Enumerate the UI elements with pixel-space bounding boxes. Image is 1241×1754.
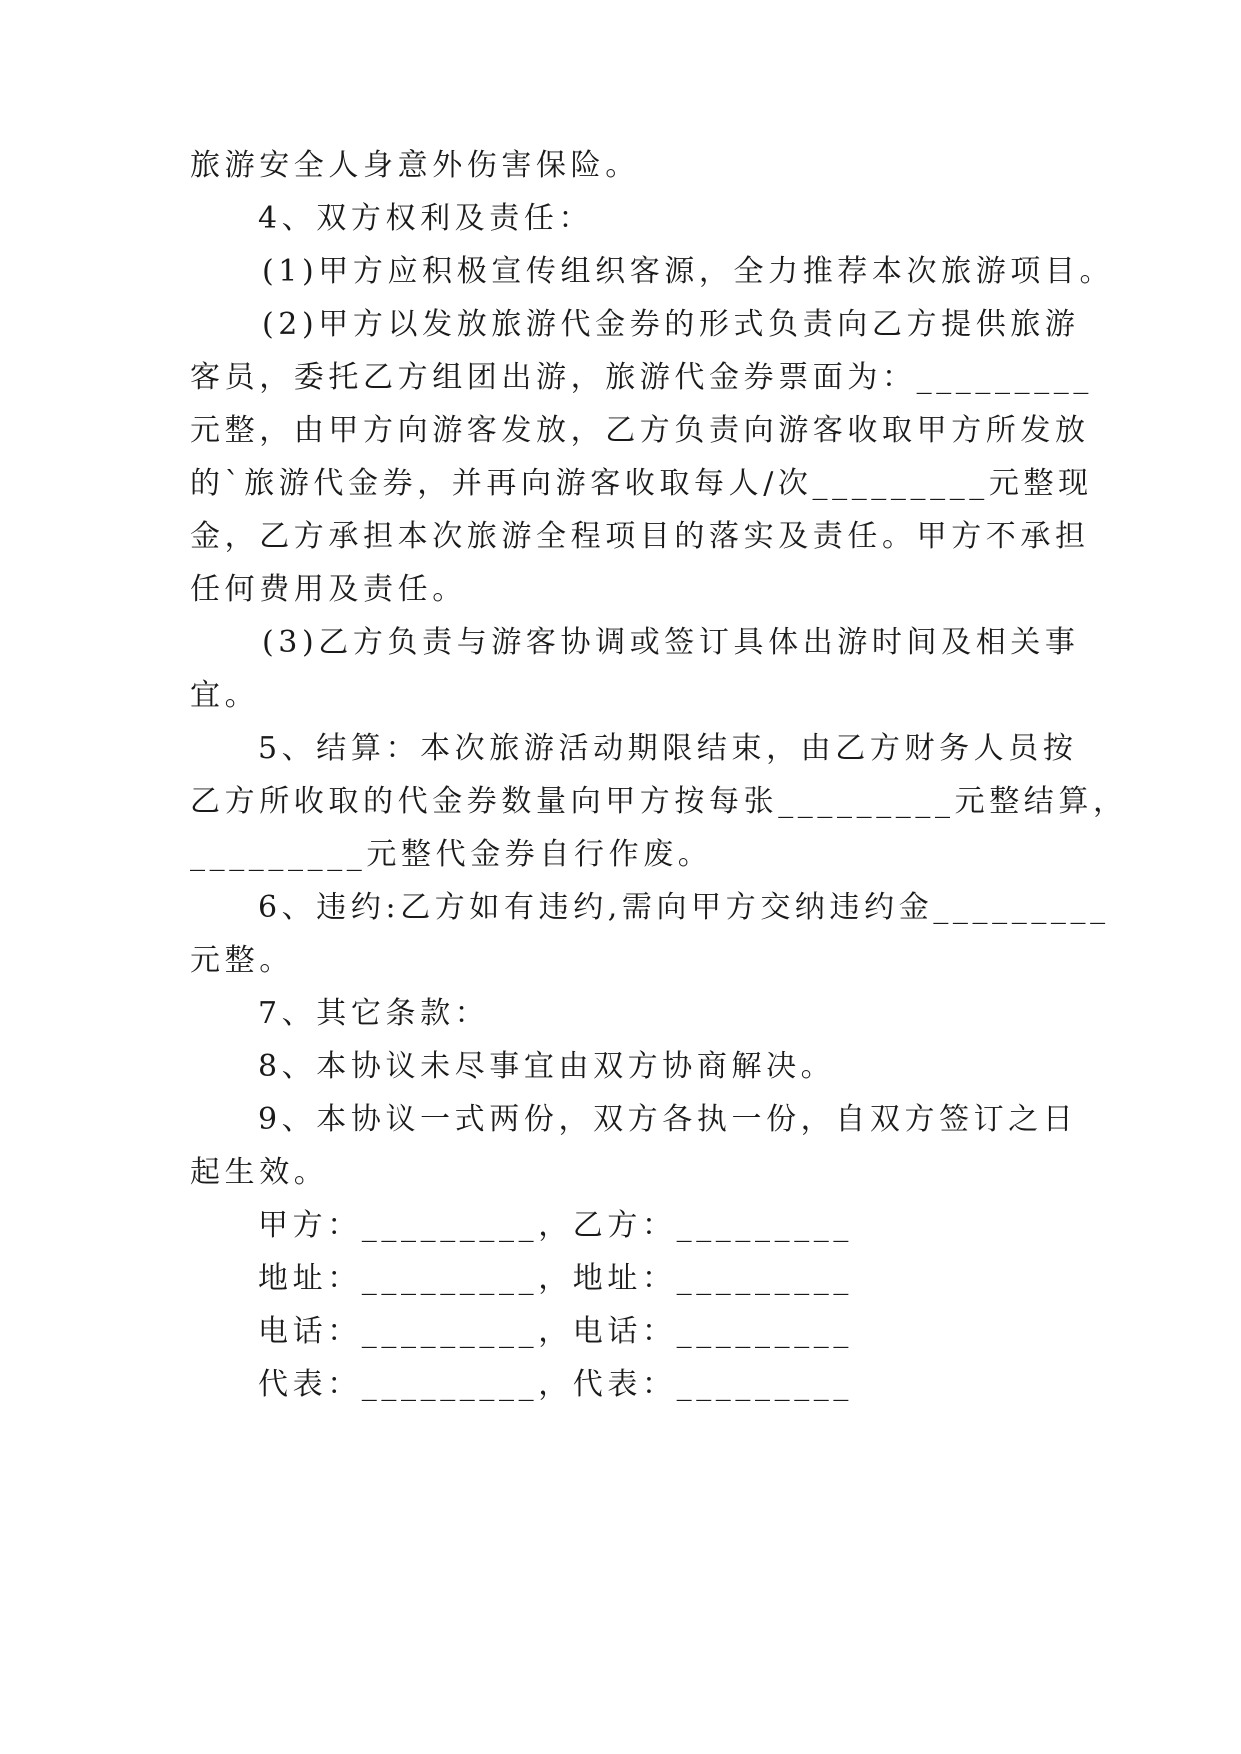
paragraph-line: _________元整代金券自行作废。 [190,837,713,872]
paragraph-line: 金，乙方承担本次旅游全程项目的落实及责任。甲方不承担 [190,519,1090,554]
paragraph-line: 的`旅游代金券，并再向游客收取每人/次_________元整现 [190,466,1093,501]
signature-party-row: 甲方：_________，乙方：_________ [258,1208,853,1243]
paragraph-line: (2)甲方以发放旅游代金券的形式负责向乙方提供旅游 [262,307,1080,342]
paragraph-line: (3)乙方负责与游客协调或签订具体出游时间及相关事 [262,625,1080,660]
paragraph-line: 乙方所收取的代金券数量向甲方按每张_________元整结算， [190,784,1128,819]
section-heading: 4、双方权利及责任： [258,201,594,236]
section-heading: 9、本协议一式两份，双方各执一份，自双方签订之日 [258,1102,1078,1137]
section-heading: 6、违约:乙方如有违约,需向甲方交纳违约金_________ [258,890,1110,925]
paragraph-line: 元整。 [190,943,294,978]
section-heading: 8、本协议未尽事宜由双方协商解决。 [258,1049,836,1084]
signature-phone-row: 电话：_________，电话：_________ [258,1314,853,1349]
paragraph-line: 元整，由甲方向游客发放，乙方负责向游客收取甲方所发放 [190,413,1090,448]
signature-representative-row: 代表：_________，代表：_________ [258,1367,853,1402]
signature-address-row: 地址：_________，地址：_________ [258,1261,853,1296]
paragraph-line: 客员，委托乙方组团出游，旅游代金券票面为：_________ [190,360,1093,395]
paragraph-line: 起生效。 [190,1155,329,1190]
paragraph-line: 旅游安全人身意外伤害保险。 [190,148,640,183]
paragraph-line: (1)甲方应积极宣传组织客源，全力推荐本次旅游项目。 [262,254,1115,289]
paragraph-line: 宜。 [190,678,260,713]
section-heading: 7、其它条款： [258,996,490,1031]
paragraph-line: 任何费用及责任。 [190,572,467,607]
section-heading: 5、结算：本次旅游活动期限结束，由乙方财务人员按 [258,731,1078,766]
